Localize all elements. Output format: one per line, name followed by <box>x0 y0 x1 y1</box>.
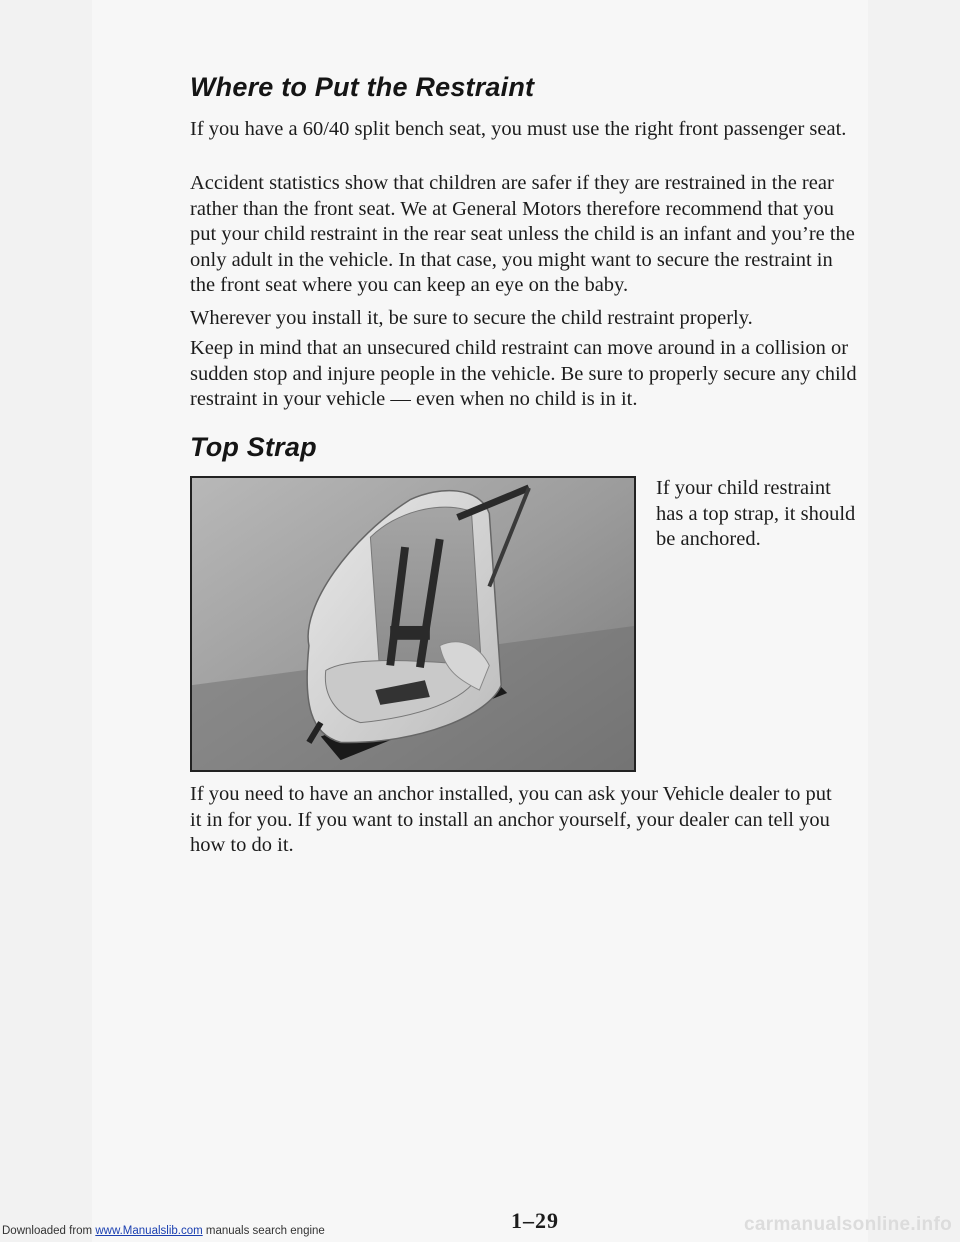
download-watermark <box>2 1225 325 1237</box>
child-seat-photo <box>192 478 634 770</box>
site-watermark: carmanualsonline.info <box>744 1214 952 1235</box>
section-heading-top-strap: Top Strap <box>190 432 317 462</box>
paragraph-anchor-install: If you need to have an anchor installed, you can ask your Vehicle dealer to put it in for you. If you want to install an anchor yourself, your dealer can tell you how to do it. <box>190 783 832 856</box>
top-strap-side-note: If your child restraint has a top strap, it should be anchored. <box>656 477 856 550</box>
page-number: 1–29 <box>511 1208 559 1233</box>
manualslib-link[interactable]: www.Manualslib.com <box>95 1225 203 1237</box>
paragraph-unsecured-restraint: Keep in mind that an unsecured child restraint can move around in a collision or sudden stop and injure people in the vehicle. Be sure to properly secure any child restraint in your vehicle — even when no child is in it. <box>190 337 857 410</box>
child-seat-illustration <box>190 476 636 772</box>
paragraph-accident-statistics: Accident statistics show that children are safer if they are restrained in the rear rather than the front seat. We at General Motors therefore recommend that you put your child restraint in the rear seat unless the child is an infant and you’re the only adult in the vehicle. In that case, you might want to secure the restraint in the front seat where you can keep an eye on the baby. <box>190 172 855 296</box>
paragraph-bench-seat: If you have a 60/40 split bench seat, you must use the right front passenger seat. <box>190 118 847 140</box>
watermark-prefix: Downloaded from <box>2 1225 96 1237</box>
paragraph-secure-properly: Wherever you install it, be sure to secure the child restraint properly. <box>190 307 753 329</box>
section-heading-where-to-put: Where to Put the Restraint <box>190 72 535 102</box>
watermark-suffix: manuals search engine <box>202 1225 325 1237</box>
